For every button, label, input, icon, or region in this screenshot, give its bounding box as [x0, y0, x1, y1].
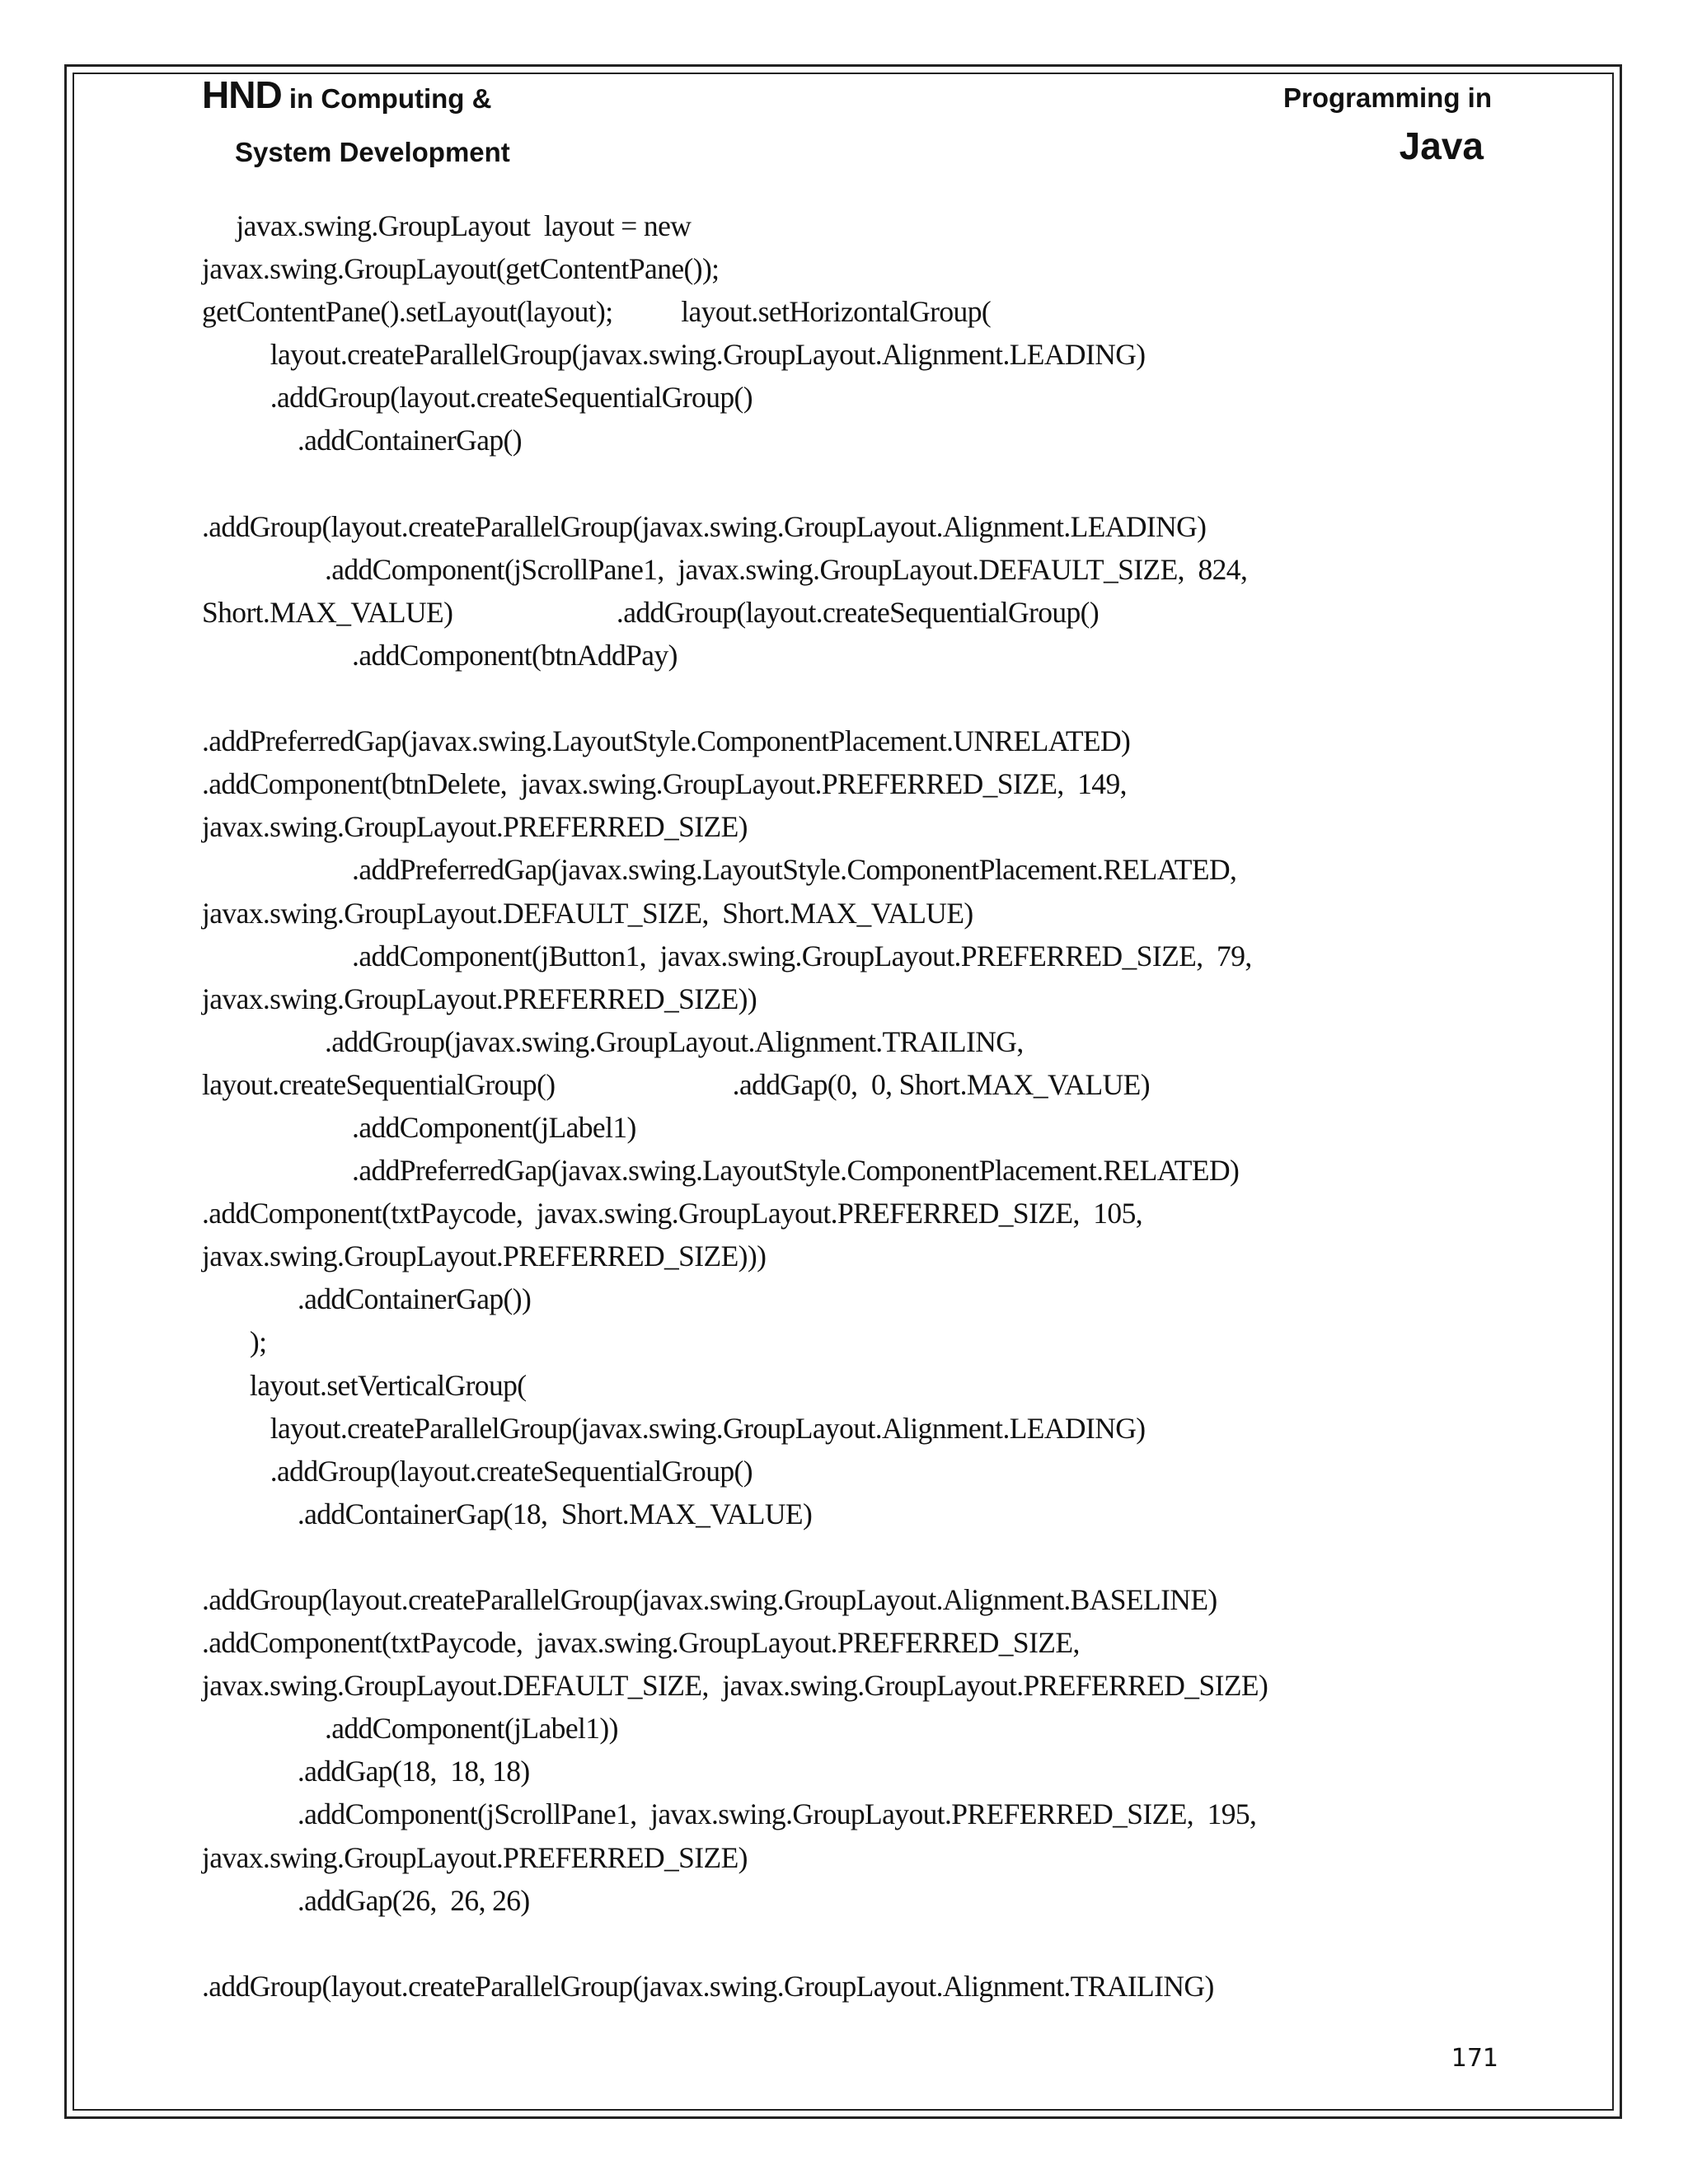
code-line: .addGroup(layout.createSequentialGroup() — [202, 381, 753, 415]
code-line: .addComponent(jScrollPane1, javax.swing.GroupLayout.DEFAULT_SIZE, 824, — [202, 552, 1248, 586]
code-line: .addComponent(jLabel1) — [202, 1110, 636, 1144]
code-line: .addComponent(jButton1, javax.swing.GroupLayout.PREFERRED_SIZE, 79, — [202, 939, 1252, 972]
code-line: .addGap(26, 26, 26) — [202, 1883, 530, 1917]
code-line — [202, 462, 1504, 505]
header-course-line-2: System Development — [235, 137, 510, 167]
code-line: javax.swing.GroupLayout.PREFERRED_SIZE)) — [202, 982, 757, 1015]
code-line: .addContainerGap() — [202, 424, 522, 457]
header-hnd: HND — [202, 73, 282, 116]
code-line: .addPreferredGap(javax.swing.LayoutStyle.ComponentPlacement.RELATED, — [202, 853, 1237, 887]
code-listing — [202, 204, 1504, 2008]
code-line: layout.setVerticalGroup( — [202, 1368, 527, 1402]
code-line: Short.MAX_VALUE) .addGroup(layout.createSequentialGroup() — [202, 595, 1100, 629]
code-line: .addContainerGap(18, Short.MAX_VALUE) — [202, 1497, 813, 1530]
code-line: javax.swing.GroupLayout(getContentPane()); — [202, 252, 720, 286]
code-line: getContentPane().setLayout(layout); layout.setHorizontalGroup( — [202, 295, 992, 329]
code-line: javax.swing.GroupLayout layout = new — [202, 209, 692, 242]
code-line: .addPreferredGap(javax.swing.LayoutStyle.ComponentPlacement.RELATED) — [202, 1154, 1240, 1188]
code-line — [202, 677, 1504, 719]
code-line: .addGroup(layout.createParallelGroup(javax.swing.GroupLayout.Alignment.BASELINE) — [202, 1583, 1217, 1616]
code-line — [202, 1922, 1504, 1965]
code-line: .addComponent(txtPaycode, javax.swing.GroupLayout.PREFERRED_SIZE, — [202, 1626, 1080, 1660]
code-line: .addContainerGap()) — [202, 1282, 532, 1316]
code-line: layout.createSequentialGroup() .addGap(0, 0, Short.MAX_VALUE) — [202, 1067, 1150, 1101]
page-header — [202, 73, 1492, 180]
code-line: .addGroup(layout.createSequentialGroup() — [202, 1454, 753, 1488]
code-line: .addGap(18, 18, 18) — [202, 1755, 530, 1788]
code-line: .addGroup(javax.swing.GroupLayout.Alignment.TRAILING, — [202, 1024, 1024, 1058]
header-module-line-2: Java — [1399, 124, 1484, 167]
code-line: layout.createParallelGroup(javax.swing.GroupLayout.Alignment.LEADING) — [202, 338, 1146, 372]
header-module-line-1: Programming in — [1282, 82, 1492, 113]
code-line: javax.swing.GroupLayout.DEFAULT_SIZE, javax.swing.GroupLayout.PREFERRED_SIZE) — [202, 1669, 1268, 1703]
code-line — [202, 1535, 1504, 1578]
code-line: javax.swing.GroupLayout.PREFERRED_SIZE) — [202, 810, 748, 844]
code-line: .addComponent(jLabel1)) — [202, 1712, 618, 1746]
code-line: .addPreferredGap(javax.swing.LayoutStyle.ComponentPlacement.UNRELATED) — [202, 724, 1131, 758]
code-line: .addComponent(jScrollPane1, javax.swing.GroupLayout.PREFERRED_SIZE, 195, — [202, 1797, 1257, 1831]
page-number: 171 — [1451, 2044, 1498, 2073]
code-line: layout.createParallelGroup(javax.swing.GroupLayout.Alignment.LEADING) — [202, 1411, 1146, 1445]
code-line: ); — [202, 1325, 267, 1359]
code-line: .addGroup(layout.createParallelGroup(javax.swing.GroupLayout.Alignment.LEADING) — [202, 509, 1207, 543]
header-course-rest: in Computing & — [281, 83, 492, 114]
header-course-line-1 — [202, 73, 491, 117]
code-line: .addComponent(btnAddPay) — [202, 638, 678, 672]
code-line: .addGroup(layout.createParallelGroup(javax.swing.GroupLayout.Alignment.TRAILING) — [202, 1969, 1214, 2003]
code-line: javax.swing.GroupLayout.PREFERRED_SIZE) — [202, 1840, 748, 1874]
code-line: .addComponent(txtPaycode, javax.swing.GroupLayout.PREFERRED_SIZE, 105, — [202, 1197, 1143, 1230]
code-line: .addComponent(btnDelete, javax.swing.GroupLayout.PREFERRED_SIZE, 149, — [202, 767, 1127, 801]
code-line: javax.swing.GroupLayout.DEFAULT_SIZE, Short.MAX_VALUE) — [202, 896, 973, 930]
code-line: javax.swing.GroupLayout.PREFERRED_SIZE))) — [202, 1240, 767, 1273]
